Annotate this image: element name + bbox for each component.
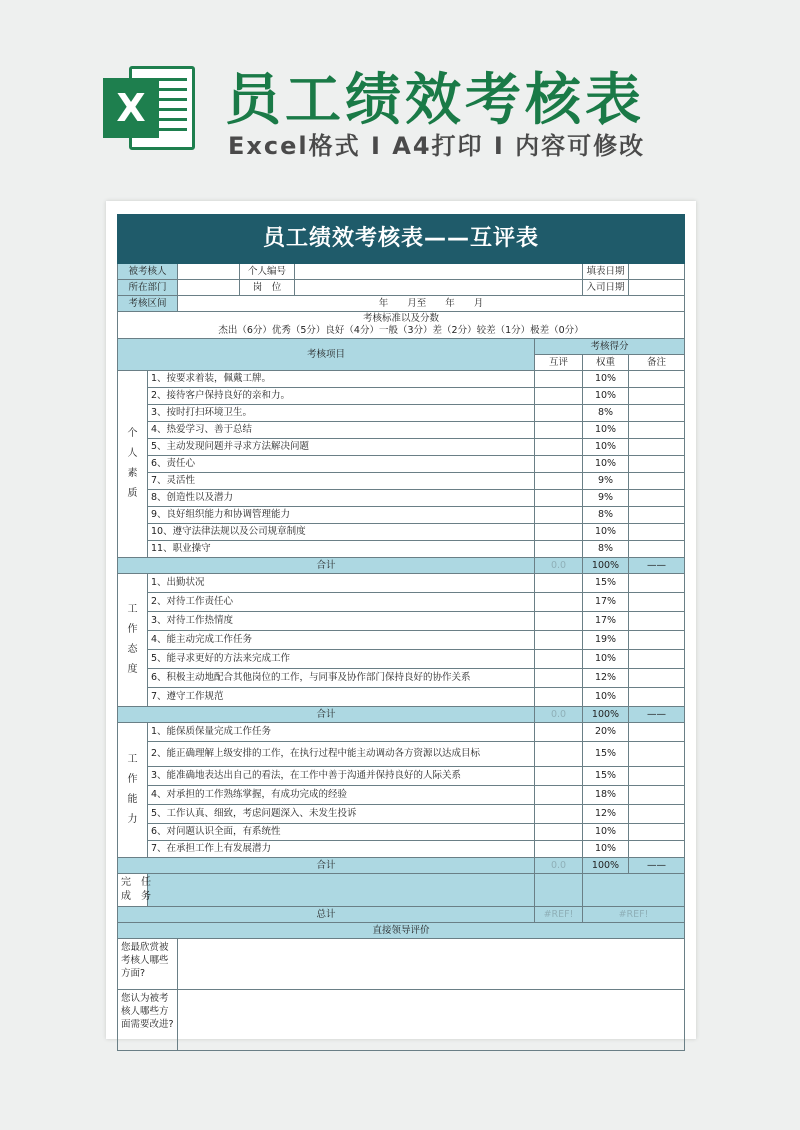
- peer-score-input[interactable]: [535, 388, 583, 405]
- table-row: [118, 507, 685, 524]
- criterion-text: 5、能寻求更好的方法来完成工作: [148, 650, 535, 669]
- standard-scale: 杰出（6分）优秀（5分）良好（4分）一般（3分）差（2分）较差（1分）极差（0分）: [218, 325, 584, 336]
- banner: [0, 0, 800, 200]
- leader-answer-input[interactable]: [178, 939, 685, 990]
- appraisal-table: [117, 214, 685, 1051]
- remark-input[interactable]: [629, 669, 685, 688]
- table-row: [118, 841, 685, 858]
- criterion-text: 3、对待工作热情度: [148, 612, 535, 631]
- remark-input[interactable]: [629, 631, 685, 650]
- subtotal-row: [118, 707, 685, 723]
- subtotal-row: [118, 858, 685, 874]
- entry-date-input[interactable]: [629, 280, 685, 296]
- table-row: [118, 669, 685, 688]
- table-row: [118, 541, 685, 558]
- period-value[interactable]: 年 月至 年 月: [178, 296, 685, 312]
- criterion-text: 4、热爱学习、善于总结: [148, 422, 535, 439]
- total-weight: #REF!: [583, 907, 685, 923]
- banner-subtitle: Excel格式 I A4打印 I 内容可修改: [228, 132, 646, 160]
- criterion-text: 1、能保质保量完成工作任务: [148, 723, 535, 742]
- task-peer-input[interactable]: [535, 874, 583, 907]
- peer-score-input[interactable]: [535, 824, 583, 841]
- table-row: [118, 742, 685, 767]
- entry-date-label: 入司日期: [583, 280, 629, 296]
- criterion-text: 3、能准确地表达出自己的看法，在工作中善于沟通并保持良好的人际关系: [148, 767, 535, 786]
- leader-question: 您最欣赏被考核人哪些方面?: [118, 939, 178, 990]
- remark-input[interactable]: [629, 456, 685, 473]
- weight-value: 8%: [583, 541, 629, 558]
- weight-value: 20%: [583, 723, 629, 742]
- subtotal-remark: ——: [629, 558, 685, 574]
- task-completion-label: 完 任 成 务: [118, 874, 148, 907]
- remark-input[interactable]: [629, 490, 685, 507]
- subtotal-label: 合计: [118, 558, 535, 574]
- subtotal-label: 合计: [118, 858, 535, 874]
- remark-input[interactable]: [629, 723, 685, 742]
- weight-value: 10%: [583, 688, 629, 707]
- criterion-text: 5、主动发现问题并寻求方法解决问题: [148, 439, 535, 456]
- weight-value: 10%: [583, 371, 629, 388]
- remark-input[interactable]: [629, 805, 685, 824]
- score-group-header: 考核得分: [535, 339, 685, 355]
- task-completion-input[interactable]: [148, 874, 535, 907]
- weight-value: 15%: [583, 767, 629, 786]
- peer-score-input[interactable]: [535, 841, 583, 858]
- weight-value: 19%: [583, 631, 629, 650]
- remark-input[interactable]: [629, 612, 685, 631]
- table-row: [118, 786, 685, 805]
- criterion-text: 6、对问题认识全面，有系统性: [148, 824, 535, 841]
- weight-value: 10%: [583, 841, 629, 858]
- remark-input[interactable]: [629, 405, 685, 422]
- peer-score-input[interactable]: [535, 541, 583, 558]
- remark-input[interactable]: [629, 422, 685, 439]
- remark-input[interactable]: [629, 742, 685, 767]
- weight-value: 18%: [583, 786, 629, 805]
- peer-score-input[interactable]: [535, 688, 583, 707]
- leader-question: 您认为被考核人哪些方面需要改进?: [118, 990, 178, 1051]
- subtotal-peer: 0.0: [535, 858, 583, 874]
- peer-score-input[interactable]: [535, 371, 583, 388]
- examinee-input[interactable]: [178, 264, 240, 280]
- period-label: 考核区间: [118, 296, 178, 312]
- table-row: [118, 405, 685, 422]
- criterion-text: 2、对待工作责任心: [148, 593, 535, 612]
- criterion-text: 11、职业操守: [148, 541, 535, 558]
- weight-value: 17%: [583, 612, 629, 631]
- table-row: [118, 593, 685, 612]
- criterion-text: 7、灵活性: [148, 473, 535, 490]
- weight-value: 8%: [583, 507, 629, 524]
- weight-value: 10%: [583, 650, 629, 669]
- table-row: [118, 574, 685, 593]
- total-row: [118, 907, 685, 923]
- position-input[interactable]: [295, 280, 583, 296]
- table-row: [118, 456, 685, 473]
- remark-header: 备注: [629, 355, 685, 371]
- criterion-text: 10、遵守法律法规以及公司规章制度: [148, 524, 535, 541]
- table-row: [118, 805, 685, 824]
- banner-title: 员工绩效考核表: [225, 68, 645, 133]
- emp-no-input[interactable]: [295, 264, 583, 280]
- weight-value: 12%: [583, 669, 629, 688]
- remark-input[interactable]: [629, 541, 685, 558]
- table-row: [118, 824, 685, 841]
- section-label: 个 人 素 质: [118, 371, 148, 558]
- peer-score-input[interactable]: [535, 650, 583, 669]
- table-row: [118, 524, 685, 541]
- dept-label: 所在部门: [118, 280, 178, 296]
- criterion-text: 7、在承担工作上有发展潜力: [148, 841, 535, 858]
- standard-title: 考核标准以及分数: [363, 313, 440, 324]
- total-peer: #REF!: [535, 907, 583, 923]
- remark-input[interactable]: [629, 824, 685, 841]
- table-row: [118, 422, 685, 439]
- table-row: [118, 439, 685, 456]
- remark-input[interactable]: [629, 688, 685, 707]
- criterion-text: 6、积极主动地配合其他岗位的工作，与同事及协作部门保持良好的协作关系: [148, 669, 535, 688]
- criterion-text: 2、接待客户保持良好的亲和力。: [148, 388, 535, 405]
- peer-score-input[interactable]: [535, 422, 583, 439]
- subtotal-row: [118, 558, 685, 574]
- remark-input[interactable]: [629, 574, 685, 593]
- remark-input[interactable]: [629, 786, 685, 805]
- table-row: [118, 490, 685, 507]
- table-row: [118, 473, 685, 490]
- table-row: [118, 767, 685, 786]
- criterion-text: 3、按时打扫环境卫生。: [148, 405, 535, 422]
- peer-score-input[interactable]: [535, 507, 583, 524]
- section-label: 工 作 能 力: [118, 723, 148, 858]
- peer-score-input[interactable]: [535, 767, 583, 786]
- table-row: [118, 723, 685, 742]
- subtotal-weight: 100%: [583, 558, 629, 574]
- weight-value: 9%: [583, 490, 629, 507]
- table-row: [118, 688, 685, 707]
- weight-value: 9%: [583, 473, 629, 490]
- remark-input[interactable]: [629, 650, 685, 669]
- subtotal-label: 合计: [118, 707, 535, 723]
- peer-score-input[interactable]: [535, 473, 583, 490]
- remark-input[interactable]: [629, 388, 685, 405]
- subtotal-remark: ——: [629, 707, 685, 723]
- leader-question-row: [118, 939, 685, 990]
- remark-input[interactable]: [629, 439, 685, 456]
- examinee-label: 被考核人: [118, 264, 178, 280]
- table-body: [118, 215, 685, 1051]
- remark-input[interactable]: [629, 473, 685, 490]
- total-label: 总计: [118, 907, 535, 923]
- form-sheet: [106, 201, 696, 1039]
- fill-date-label: 填表日期: [583, 264, 629, 280]
- table-row: [118, 371, 685, 388]
- remark-input[interactable]: [629, 524, 685, 541]
- remark-input[interactable]: [629, 767, 685, 786]
- remark-input[interactable]: [629, 593, 685, 612]
- leader-answer-input[interactable]: [178, 990, 685, 1051]
- table-row: [118, 650, 685, 669]
- remark-input[interactable]: [629, 371, 685, 388]
- task-weight-input[interactable]: [583, 874, 685, 907]
- weight-value: 10%: [583, 524, 629, 541]
- table-row: [118, 388, 685, 405]
- peer-score-input[interactable]: [535, 669, 583, 688]
- weight-value: 10%: [583, 422, 629, 439]
- criterion-text: 9、良好组织能力和协调管理能力: [148, 507, 535, 524]
- peer-header: 互评: [535, 355, 583, 371]
- leader-title-row: [118, 923, 685, 939]
- peer-score-input[interactable]: [535, 805, 583, 824]
- criterion-text: 1、出勤状况: [148, 574, 535, 593]
- peer-score-input[interactable]: [535, 612, 583, 631]
- weight-header: 权重: [583, 355, 629, 371]
- item-header: 考核项目: [118, 339, 535, 371]
- criterion-text: 4、能主动完成工作任务: [148, 631, 535, 650]
- weight-value: 8%: [583, 405, 629, 422]
- fill-date-input[interactable]: [629, 264, 685, 280]
- peer-score-input[interactable]: [535, 405, 583, 422]
- peer-score-input[interactable]: [535, 524, 583, 541]
- peer-score-input[interactable]: [535, 742, 583, 767]
- criterion-text: 5、工作认真、细致，考虑问题深入、未发生投诉: [148, 805, 535, 824]
- leader-title: 直接领导评价: [118, 923, 685, 939]
- leader-question-row: [118, 990, 685, 1051]
- peer-score-input[interactable]: [535, 723, 583, 742]
- table-row: [118, 612, 685, 631]
- weight-value: 15%: [583, 574, 629, 593]
- weight-value: 10%: [583, 388, 629, 405]
- remark-input[interactable]: [629, 507, 685, 524]
- weight-value: 10%: [583, 439, 629, 456]
- criterion-text: 4、对承担的工作熟练掌握，有成功完成的经验: [148, 786, 535, 805]
- peer-score-input[interactable]: [535, 631, 583, 650]
- peer-score-input[interactable]: [535, 786, 583, 805]
- excel-icon: [103, 62, 195, 154]
- position-label: 岗 位: [240, 280, 295, 296]
- table-row: [118, 631, 685, 650]
- criterion-text: 8、创造性以及潜力: [148, 490, 535, 507]
- criterion-text: 7、遵守工作规范: [148, 688, 535, 707]
- remark-input[interactable]: [629, 841, 685, 858]
- subtotal-peer: 0.0: [535, 558, 583, 574]
- peer-score-input[interactable]: [535, 593, 583, 612]
- section-label: 工 作 态 度: [118, 574, 148, 707]
- weight-value: 17%: [583, 593, 629, 612]
- subtotal-weight: 100%: [583, 707, 629, 723]
- standard-cell: [118, 312, 685, 339]
- criterion-text: 1、按要求着装，佩戴工牌。: [148, 371, 535, 388]
- peer-score-input[interactable]: [535, 490, 583, 507]
- task-completion-row: [118, 874, 685, 907]
- appraisal-form: [117, 214, 684, 1051]
- dept-input[interactable]: [178, 280, 240, 296]
- weight-value: 15%: [583, 742, 629, 767]
- peer-score-input[interactable]: [535, 456, 583, 473]
- peer-score-input[interactable]: [535, 574, 583, 593]
- peer-score-input[interactable]: [535, 439, 583, 456]
- subtotal-peer: 0.0: [535, 707, 583, 723]
- weight-value: 10%: [583, 824, 629, 841]
- emp-no-label: 个人编号: [240, 264, 295, 280]
- excel-x-badge: X: [103, 78, 159, 138]
- criterion-text: 2、能正确理解上级安排的工作，在执行过程中能主动调动各方资源以达成目标: [148, 742, 535, 767]
- subtotal-remark: ——: [629, 858, 685, 874]
- subtotal-weight: 100%: [583, 858, 629, 874]
- weight-value: 10%: [583, 456, 629, 473]
- criterion-text: 6、责任心: [148, 456, 535, 473]
- weight-value: 12%: [583, 805, 629, 824]
- form-title: 员工绩效考核表——互评表: [118, 215, 685, 264]
